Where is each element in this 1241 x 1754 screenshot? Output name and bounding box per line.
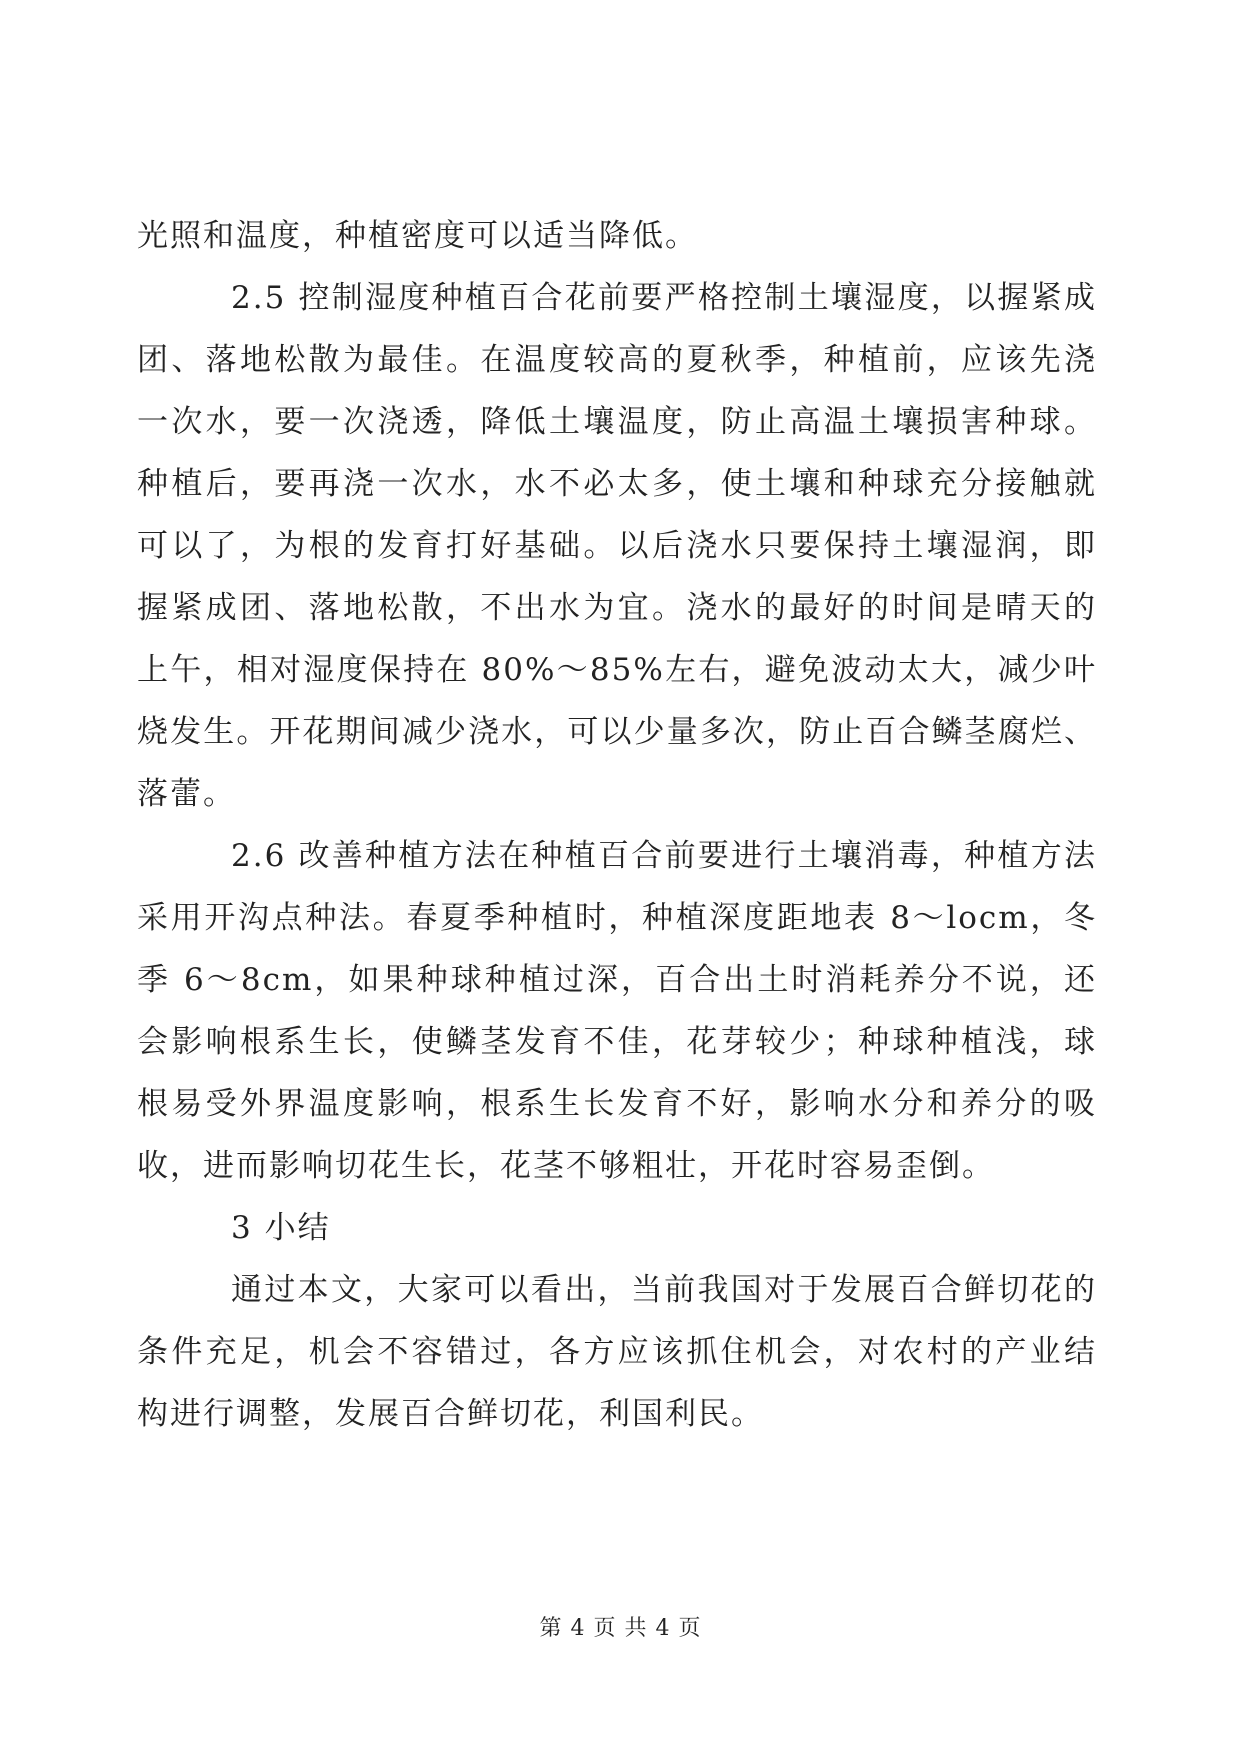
text-line: 光照和温度，种植密度可以适当降低。 [137,218,698,254]
text-line: 上午，相对湿度保持在 80%～85%左右，避免波动太大，减少叶 [137,652,1097,688]
document-body [137,205,1097,1445]
text-line: 一次水，要一次浇透，降低土壤温度，防止高温土壤损害种球。 [137,404,1097,440]
text-line: 收，进而影响切花生长，花茎不够粗壮，开花时容易歪倒。 [137,1148,995,1184]
text-line: 种植后，要再浇一次水，水不必太多，使土壤和种球充分接触就 [137,466,1097,502]
section-2-6-heading-line: 2.6 改善种植方法在种植百合前要进行土壤消毒，种植方法 [231,838,1097,874]
text-line: 可以了，为根的发育打好基础。以后浇水只要保持土壤湿润，即 [137,528,1097,564]
text-line: 会影响根系生长，使鳞茎发育不佳，花芽较少；种球种植浅，球 [137,1024,1097,1060]
page-number-footer: 第 4 页 共 4 页 [539,1616,702,1641]
text-line: 团、落地松散为最佳。在温度较高的夏秋季，种植前，应该先浇 [137,342,1097,378]
text-line: 季 6～8cm，如果种球种植过深，百合出土时消耗养分不说，还 [137,962,1097,998]
text-line: 握紧成团、落地松散，不出水为宜。浇水的最好的时间是晴天的 [137,590,1097,626]
text-line: 构进行调整，发展百合鲜切花，利国利民。 [137,1396,764,1432]
text-line: 根易受外界温度影响，根系生长发育不好，影响水分和养分的吸 [137,1086,1097,1122]
text-line: 通过本文，大家可以看出，当前我国对于发展百合鲜切花的 [231,1272,1097,1308]
text-line: 条件充足，机会不容错过，各方应该抓住机会，对农村的产业结 [137,1334,1097,1370]
section-2-5-heading-line: 2.5 控制湿度种植百合花前要严格控制土壤湿度，以握紧成 [231,280,1097,316]
text-line: 落蕾。 [137,776,236,812]
text-line: 烧发生。开花期间减少浇水，可以少量多次，防止百合鳞茎腐烂、 [137,714,1097,750]
section-3-heading: 3 小结 [231,1210,331,1246]
text-line: 采用开沟点种法。春夏季种植时，种植深度距地表 8～locm，冬 [137,900,1097,936]
